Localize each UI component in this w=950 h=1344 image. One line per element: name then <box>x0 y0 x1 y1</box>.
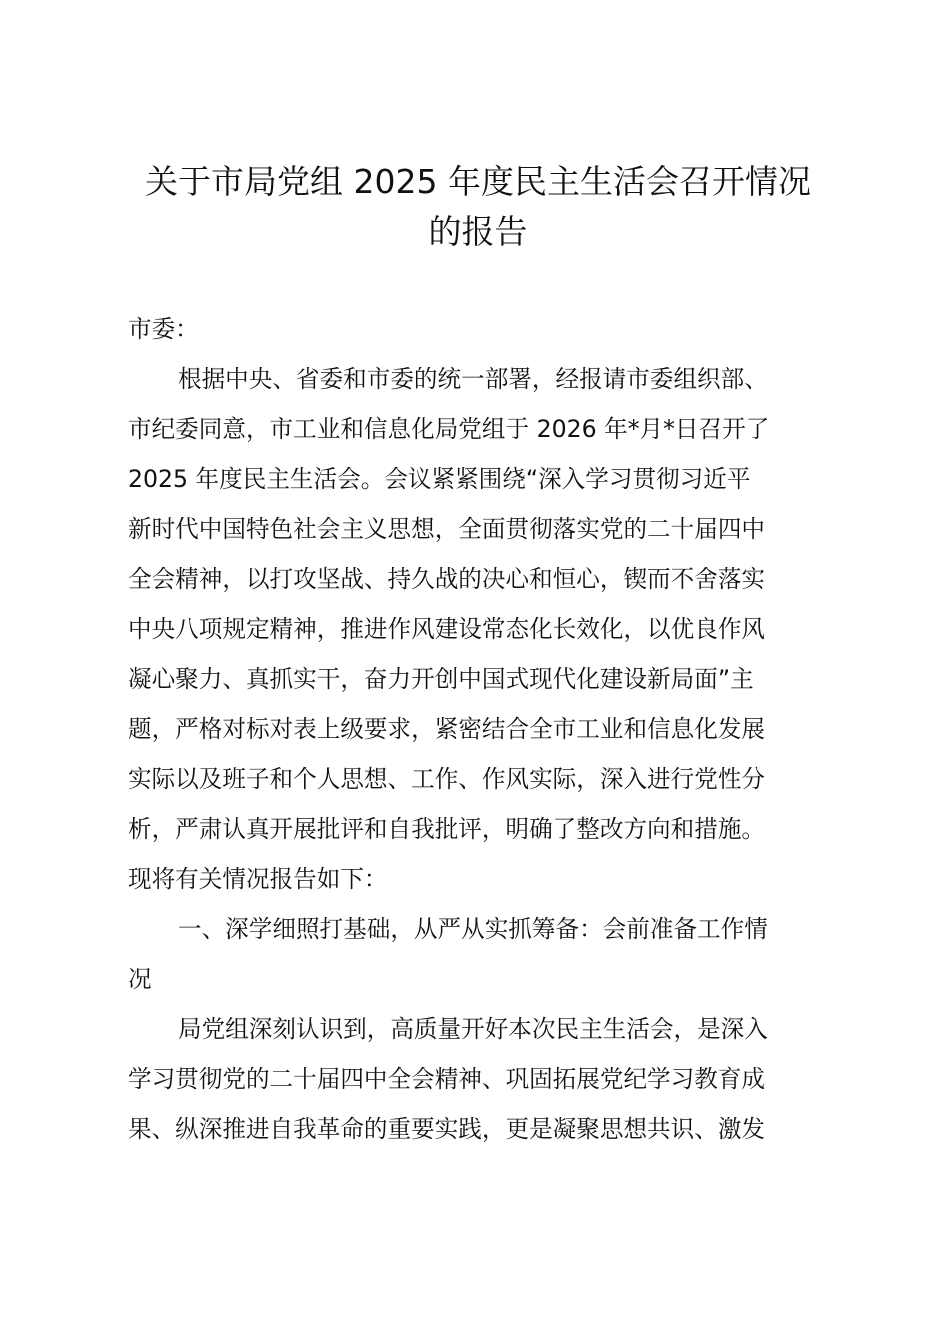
salutation: 市委： <box>128 315 199 343</box>
paragraph-line: 实际以及班子和个人思想、工作、作风实际，深入进行党性分 <box>128 765 766 793</box>
document-title <box>120 158 836 258</box>
paragraph-line: 2025 年度民主生活会。会议紧紧围绕“深入学习贯彻习近平 <box>128 465 751 493</box>
title-line-2: 的报告 <box>428 212 528 251</box>
paragraph-line: 现将有关情况报告如下： <box>128 865 388 893</box>
paragraph-line: 根据中央、省委和市委的统一部署，经报请市委组织部、 <box>178 365 768 393</box>
paragraph-section-1 <box>128 1004 838 1154</box>
heading-line: 况 <box>128 965 152 993</box>
paragraph-line: 局党组深刻认识到，高质量开好本次民主生活会，是深入 <box>178 1015 768 1043</box>
paragraph-line: 学习贯彻党的二十届四中全会精神、巩固拓展党纪学习教育成 <box>128 1065 766 1093</box>
title-line-1: 关于市局党组 2025 年度民主生活会召开情况 <box>145 162 811 201</box>
paragraph-line: 新时代中国特色社会主义思想，全面贯彻落实党的二十届四中 <box>128 515 766 543</box>
paragraph-line: 全会精神，以打攻坚战、持久战的决心和恒心，锲而不舍落实 <box>128 565 766 593</box>
paragraph-intro <box>128 354 838 904</box>
paragraph-line: 市纪委同意，市工业和信息化局党组于 2026 年*月*日召开了 <box>128 415 770 443</box>
heading-line: 一、深学细照打基础，从严从实抓筹备：会前准备工作情 <box>178 915 768 943</box>
paragraph-line: 析，严肃认真开展批评和自我批评，明确了整改方向和措施。 <box>128 815 766 843</box>
paragraph-line: 题，严格对标对表上级要求，紧密结合全市工业和信息化发展 <box>128 715 766 743</box>
section-heading-1 <box>128 904 838 1004</box>
paragraph-line: 果、纵深推进自我革命的重要实践，更是凝聚思想共识、激发 <box>128 1115 766 1143</box>
paragraph-line: 凝心聚力、真抓实干，奋力开创中国式现代化建设新局面”主 <box>128 665 754 693</box>
paragraph-line: 中央八项规定精神，推进作风建设常态化长效化，以优良作风 <box>128 615 766 643</box>
document-body <box>128 304 838 1154</box>
